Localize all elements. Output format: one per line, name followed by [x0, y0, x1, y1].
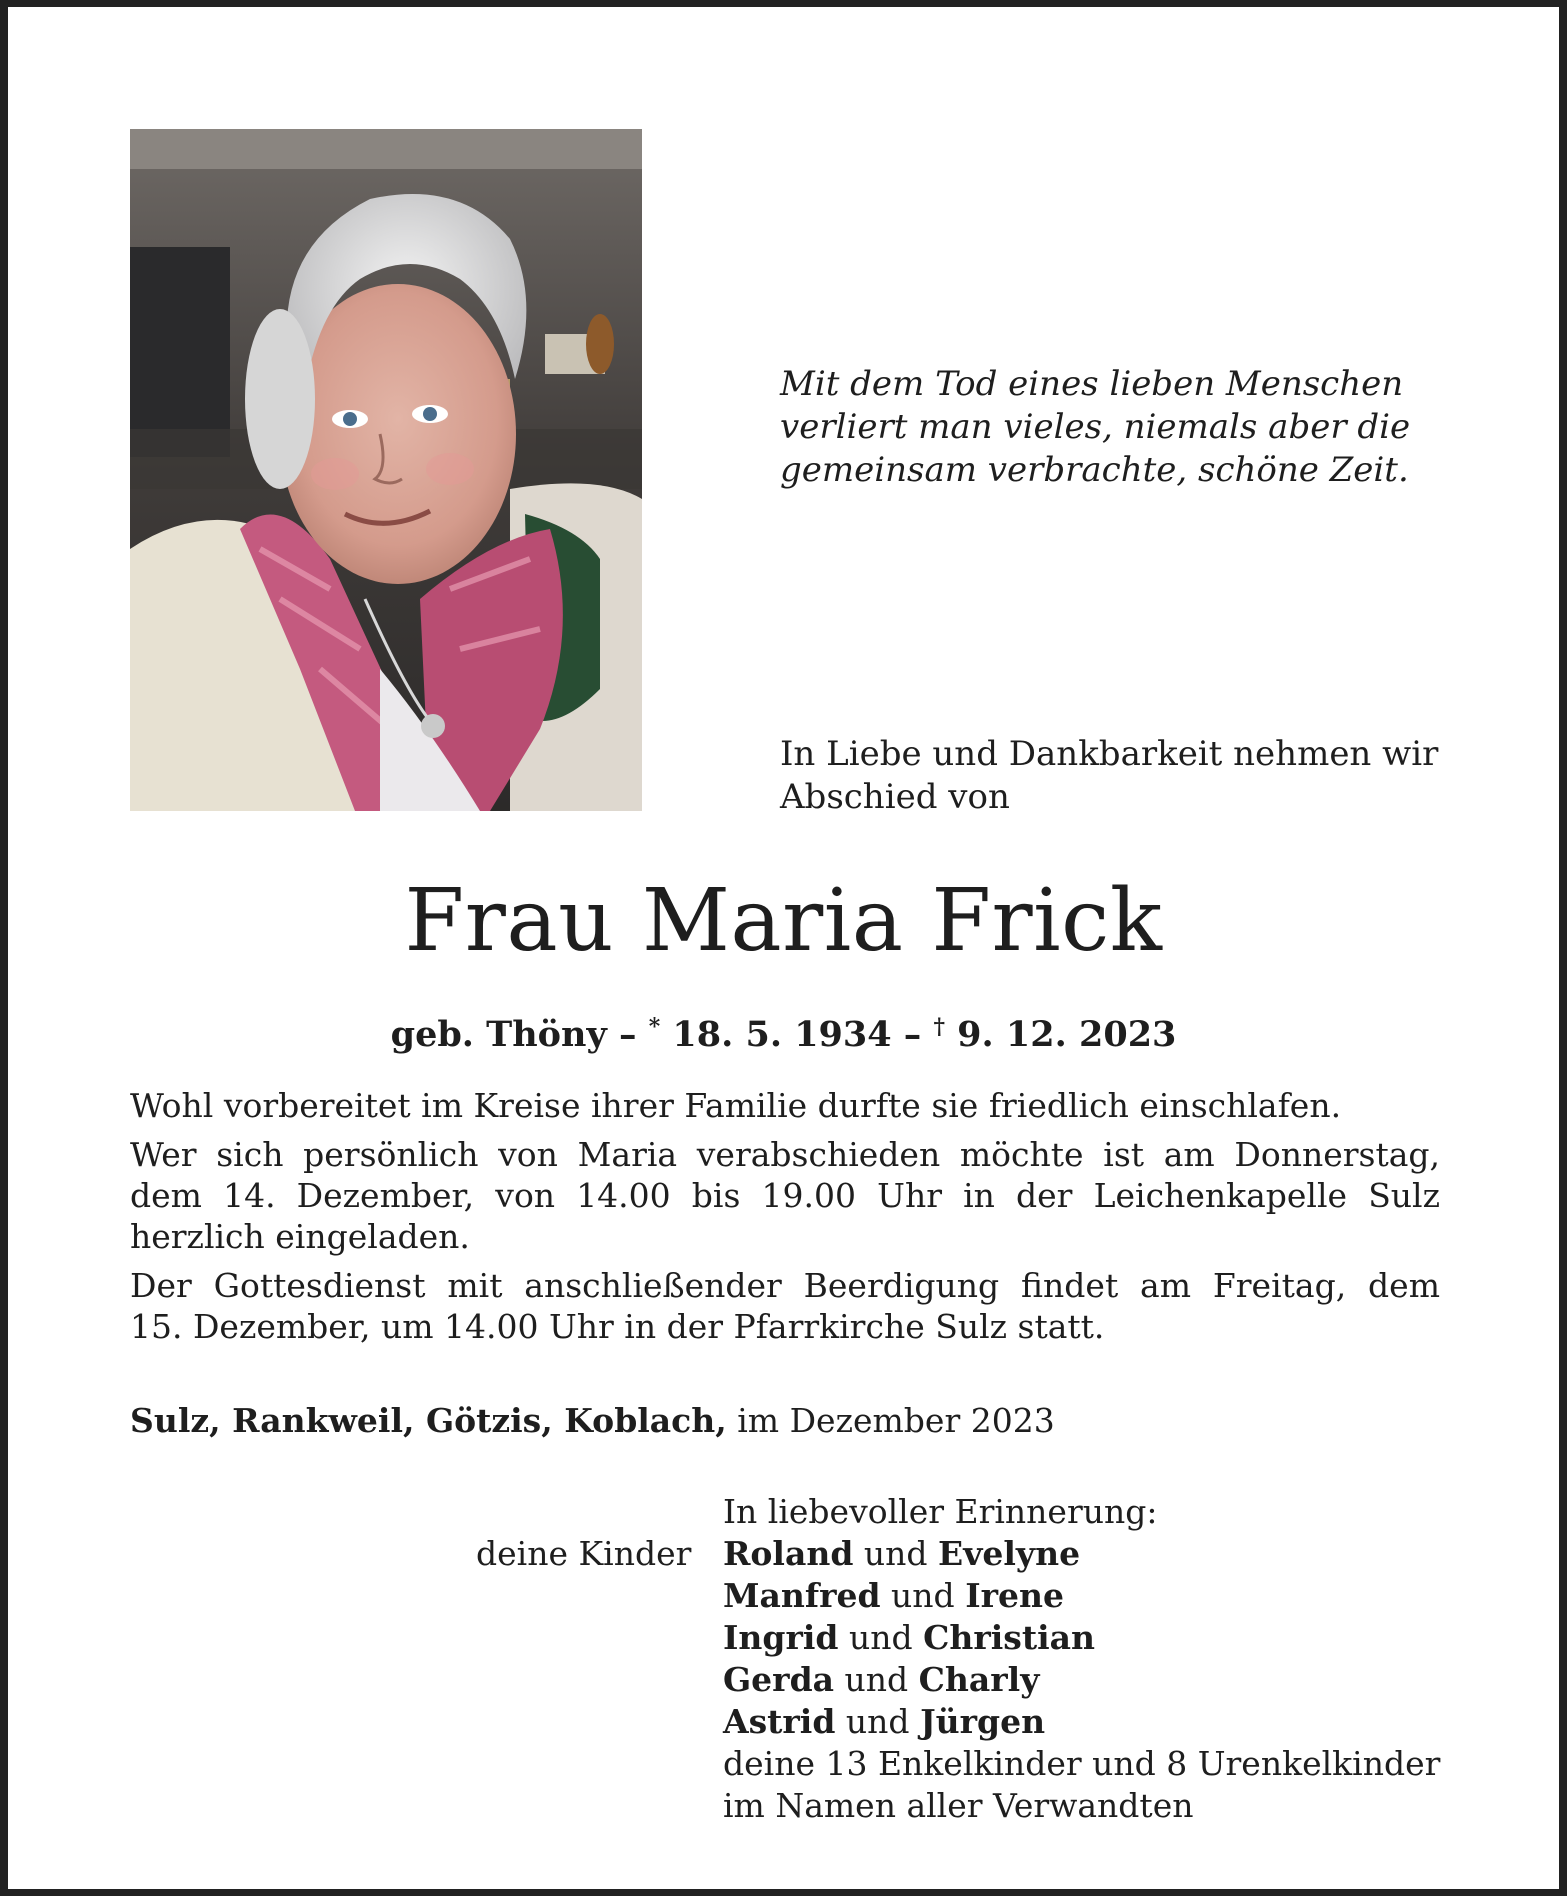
paragraph-viewing: [130, 1134, 1440, 1257]
quote-line: gemeinsam verbrachte, schöne Zeit.: [780, 450, 1409, 490]
connector: und: [835, 1702, 921, 1741]
birth-date: 18. 5. 1934: [660, 1014, 892, 1055]
connector: und: [838, 1618, 924, 1657]
text-line: Der Gottesdienst mit anschließender Beerdigung findet am Freitag, dem: [130, 1266, 1440, 1305]
quote-line: verliert man vieles, niemals aber die: [780, 407, 1411, 447]
birth-symbol: *: [648, 1014, 661, 1040]
announcement-body: [130, 1085, 1440, 1355]
children-label: deine Kinder: [476, 1534, 692, 1573]
couple-line: [723, 1659, 1463, 1701]
child-name: Ingrid: [723, 1618, 839, 1657]
intro-line: Abschied von: [780, 777, 1010, 817]
text-line: herzlich eingeladen.: [130, 1217, 470, 1256]
relatives-line: im Namen aller Verwandten: [723, 1786, 1194, 1825]
death-symbol: †: [933, 1014, 945, 1040]
text-line: Wer sich persönlich von Maria verabschieden möchte ist am Donnerstag,: [130, 1135, 1440, 1174]
couple-line: [723, 1701, 1463, 1743]
grandchildren-line: deine 13 Enkelkinder und 8 Urenkelkinder: [723, 1744, 1441, 1783]
child-name: Gerda: [723, 1660, 835, 1699]
maiden-name: geb. Thöny: [390, 1014, 607, 1055]
partner-name: Charly: [918, 1660, 1040, 1699]
paragraph-passing: [130, 1085, 1440, 1126]
farewell-intro: [780, 733, 1480, 819]
text-line: Wohl vorbereitet im Kreise ihrer Familie durfte sie friedlich einschlafen.: [130, 1086, 1342, 1125]
child-name: Roland: [723, 1534, 854, 1573]
connector: und: [834, 1660, 919, 1699]
partner-name: Christian: [923, 1618, 1096, 1657]
place-and-date: [130, 1400, 1430, 1441]
death-date: 9. 12. 2023: [945, 1014, 1177, 1055]
partner-name: Evelyne: [938, 1534, 1081, 1573]
couple-line: [723, 1617, 1463, 1659]
couple-line: [723, 1533, 1463, 1575]
child-name: Manfred: [723, 1576, 881, 1615]
connector: und: [853, 1534, 939, 1573]
child-name: Astrid: [723, 1702, 836, 1741]
separator: –: [891, 1014, 934, 1055]
couple-line: [723, 1575, 1463, 1617]
family-list: [723, 1491, 1463, 1827]
life-dates: [8, 1005, 1559, 1057]
partner-name: Irene: [965, 1576, 1064, 1615]
memorial-quote: [780, 363, 1411, 492]
partner-name: Jürgen: [920, 1702, 1046, 1741]
separator: –: [606, 1014, 649, 1055]
text-line: dem 14. Dezember, von 14.00 bis 19.00 Uhr in der Leichenkapelle Sulz: [130, 1176, 1440, 1215]
deceased-name: Frau Maria Frick: [404, 871, 1163, 971]
intro-line: In Liebe und Dankbarkeit nehmen wir: [780, 734, 1439, 774]
portrait-photo: [130, 129, 642, 811]
towns: Sulz, Rankweil, Götzis, Koblach,: [130, 1401, 727, 1440]
quote-line: Mit dem Tod eines lieben Menschen: [780, 364, 1404, 404]
paragraph-funeral: [130, 1265, 1440, 1347]
date: im Dezember 2023: [726, 1401, 1055, 1440]
text-line: 15. Dezember, um 14.00 Uhr in der Pfarrkirche Sulz statt.: [130, 1307, 1105, 1346]
portrait-image: [130, 129, 642, 811]
connector: und: [880, 1576, 966, 1615]
memory-heading: In liebevoller Erinnerung:: [723, 1492, 1158, 1531]
